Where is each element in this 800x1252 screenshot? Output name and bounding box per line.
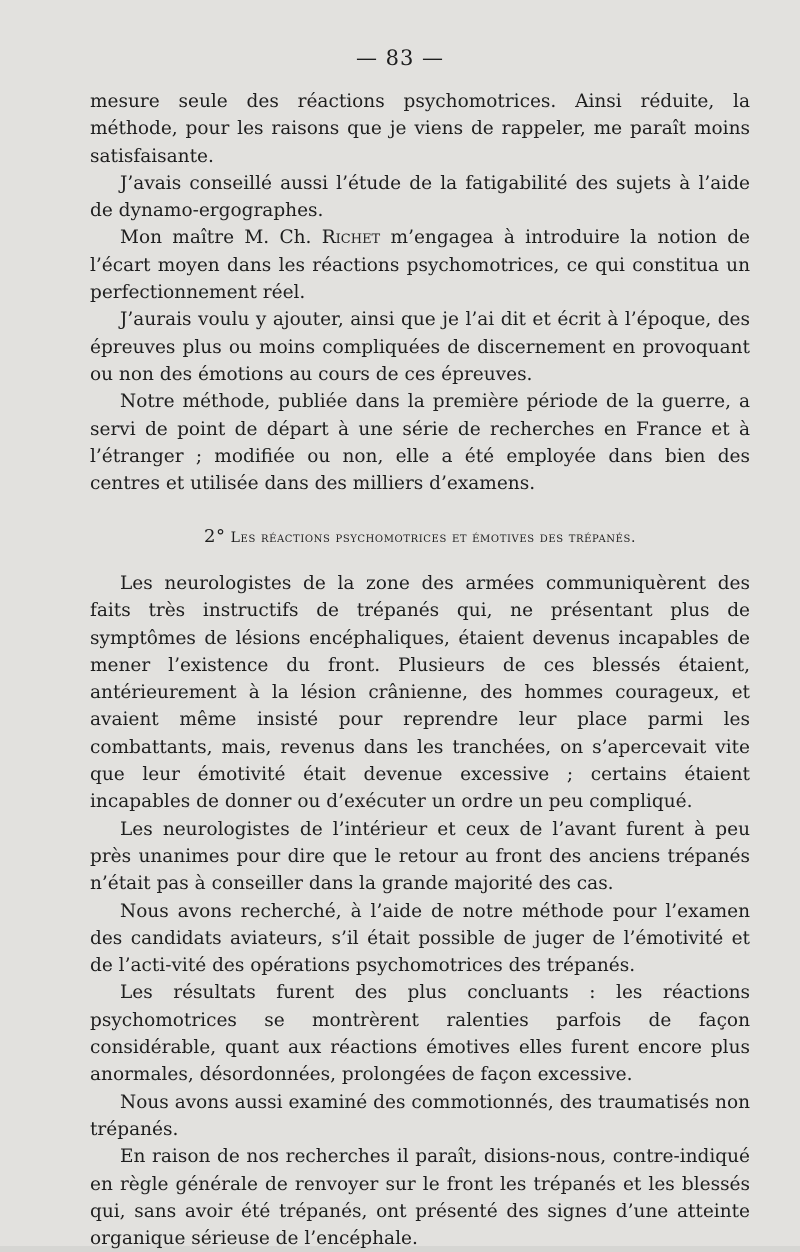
richet-name: Richet	[321, 227, 381, 249]
text-block-top	[90, 88, 750, 497]
richet-text-before: Mon maître M. Ch.	[120, 227, 322, 249]
richet-text-after: m’engagea à introduire la notion de l’écart moyen dans les réactions psychomotrices, ce qui constitua un perfectionnement réel.	[90, 227, 750, 304]
paragraph-notre-methode: Notre méthode, publiée dans la première période de la guerre, a servi de point de départ à une série de recherches en France et à l’étranger ; modifiée ou non, elle a été employée dans bien des centres et utilisée dans des milliers d’examens.	[90, 391, 750, 495]
paragraph-dynamo-ergographes: J’avais conseillé aussi l’étude de la fatigabilité des sujets à l’aide de dynamo-ergographes.	[90, 172, 750, 222]
paragraph-nous-avons-recherche: Nous avons recherché, à l’aide de notre méthode pour l’examen des candidats aviateurs, s’il était possible de juger de l’émotivité et de l’acti-vité des opérations psychomotrices des trépanés.	[90, 900, 750, 977]
paragraph-richet	[90, 224, 750, 306]
paragraph-resultats: Les résultats furent des plus concluants : les réactions psychomotrices se montrèrent ralenties parfois de façon considérable, quant aux réactions émotives elles furent encore plus anormales, désordonnées, prolongées de façon excessive.	[90, 982, 750, 1086]
page-number: — 83 —	[355, 46, 445, 70]
section-number: 2°	[203, 526, 226, 547]
text-block-section	[90, 570, 750, 1252]
paragraph-commotionnes: Nous avons aussi examiné des commotionnés, des traumatisés non trépanés.	[90, 1091, 750, 1140]
section-title: Les réactions psychomotrices et émotives des trépanés.	[230, 530, 637, 546]
paragraph-en-raison: En raison de nos recherches il paraît, disions-nous, contre-indiqué en règle générale de renvoyer sur le front les trépanés et les blessés qui, sans avoir été trépanés, ont présenté des signes d’une atteinte organique sérieuse de l’encéphale.	[90, 1146, 750, 1250]
paragraph-discernement: J’aurais voulu y ajouter, ainsi que je l’ai dit et écrit à l’époque, des épreuves plus ou moins compliquées de discernement en provoquant ou non des émotions au cours de ces épreuves.	[90, 309, 750, 385]
paragraph-neurologistes-zone: Les neurologistes de la zone des armées communiquèrent des faits très instructifs de trépanés qui, ne présentant plus de symptômes de lésions encéphaliques, étaient devenus incapables de mener l’existence du front. Plusieurs de ces blessés étaient, antérieurement à la lésion crânienne, des hommes courageux, et avaient même insisté pour reprendre leur place parmi les combattants, mais, revenus dans les tranchées, on s’apercevait vite que leur émotivité était devenue excessive ; certains étaient incapables de donner ou d’exécuter un ordre un peu compliqué.	[90, 573, 750, 813]
paragraph-neurologistes-interieur: Les neurologistes de l’intérieur et ceux de l’avant furent à peu près unanimes pour dire que le retour au front des anciens trépanés n’était pas à conseiller dans la grande majorité des cas.	[90, 818, 750, 895]
paragraph-continuation: mesure seule des réactions psychomotrices. Ainsi réduite, la méthode, pour les raisons que je viens de rappeler, me paraît moins satisfaisante.	[90, 91, 750, 167]
section-heading	[90, 526, 750, 547]
